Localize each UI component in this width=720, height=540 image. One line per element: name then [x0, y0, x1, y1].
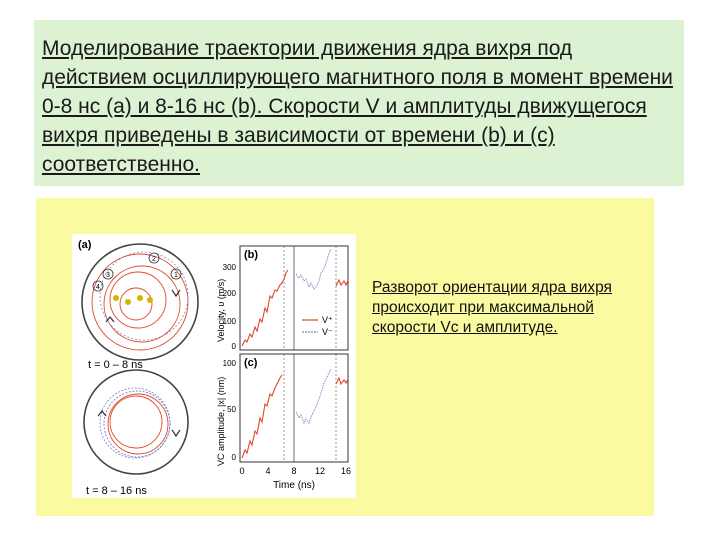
trajectory-ring-d1: [108, 394, 168, 454]
trajectory-ring-2: [104, 266, 180, 342]
xtick-0: 0: [239, 466, 245, 476]
trajectory-ring-d3: [104, 391, 170, 457]
panel-b-ytick-0: 0: [231, 342, 236, 351]
panel-c-ylabel: VC amplitude, |x| (nm): [216, 376, 226, 466]
xtick-4: 4: [265, 466, 271, 476]
trajectory-ring-4: [120, 288, 152, 320]
gold-marker-1: [113, 295, 119, 301]
trajectory-ring-blue: [100, 252, 188, 340]
trajectory-ring-d2: [110, 396, 162, 448]
gold-marker-4: [147, 297, 153, 303]
panel-b-ytick-200: 200: [222, 289, 236, 298]
chevron-up-icon-d: [98, 411, 106, 416]
panel-b-letter: (b): [244, 249, 259, 261]
panel-c-letter: (c): [244, 357, 258, 369]
disk-outline-a: [82, 244, 198, 360]
slide-title: Моделирование траектории движения ядра вихря под действием осциллирующего магнитного поля в момент времени 0-8 нс (a) и 8-16 нс (b). Скорости V и амплитуды движущегося вихря приведены в зависимости от времени (b) и (c) соответственно.: [42, 37, 673, 176]
panel-c-ytick-50: 50: [227, 405, 236, 414]
xtick-12: 12: [314, 466, 326, 476]
series-v-minus-c: [296, 369, 331, 423]
panel-b: [216, 246, 348, 351]
gold-marker-3: [137, 295, 143, 301]
figure-caption: Разворот ориентации ядра вихря происходит при максимальной скорости Vc и амплитуде.: [372, 279, 612, 336]
panel-a: [78, 239, 198, 371]
chevron-down-icon-d: [172, 430, 180, 436]
xaxis-label: Time (ns): [273, 480, 315, 491]
panel-d: [84, 370, 188, 497]
panel-b-ylabel: Velocity, υ (m/s): [216, 278, 226, 342]
series-v-plus-b2: [336, 280, 348, 286]
panel-b-ytick-100: 100: [222, 317, 236, 326]
legend-label-v-plus: V⁺: [322, 315, 333, 325]
figure-svg: [72, 234, 356, 498]
marker-label-1: 1: [174, 272, 178, 279]
figure: [72, 234, 356, 498]
trajectory-ring-d4: [100, 388, 170, 458]
panel-a-time-label: t = 0 – 8 ns: [88, 359, 143, 371]
series-v-plus-b: [242, 270, 288, 346]
legend-label-v-minus: V⁻: [322, 327, 333, 337]
series-v-minus-b: [296, 249, 331, 289]
panel-c-ytick-0: 0: [231, 453, 236, 462]
panel-a-letter: (a): [78, 239, 92, 251]
title-box: [34, 20, 684, 186]
marker-label-2: 2: [152, 256, 156, 263]
xtick-16: 16: [340, 466, 352, 476]
panel-d-time-label: t = 8 – 16 ns: [86, 485, 147, 497]
series-v-plus-c2: [336, 378, 348, 384]
trajectory-ring-1: [92, 254, 188, 350]
xtick-8: 8: [291, 466, 297, 476]
content-box: [36, 198, 654, 516]
marker-label-3: 3: [106, 272, 110, 279]
panel-c: [216, 354, 351, 491]
gold-marker-2: [125, 299, 131, 305]
series-v-plus-c: [242, 375, 282, 458]
panel-b-ytick-300: 300: [222, 263, 236, 272]
panel-c-ytick-100: 100: [222, 359, 236, 368]
disk-outline-d: [84, 370, 188, 474]
marker-label-4: 4: [96, 284, 100, 291]
